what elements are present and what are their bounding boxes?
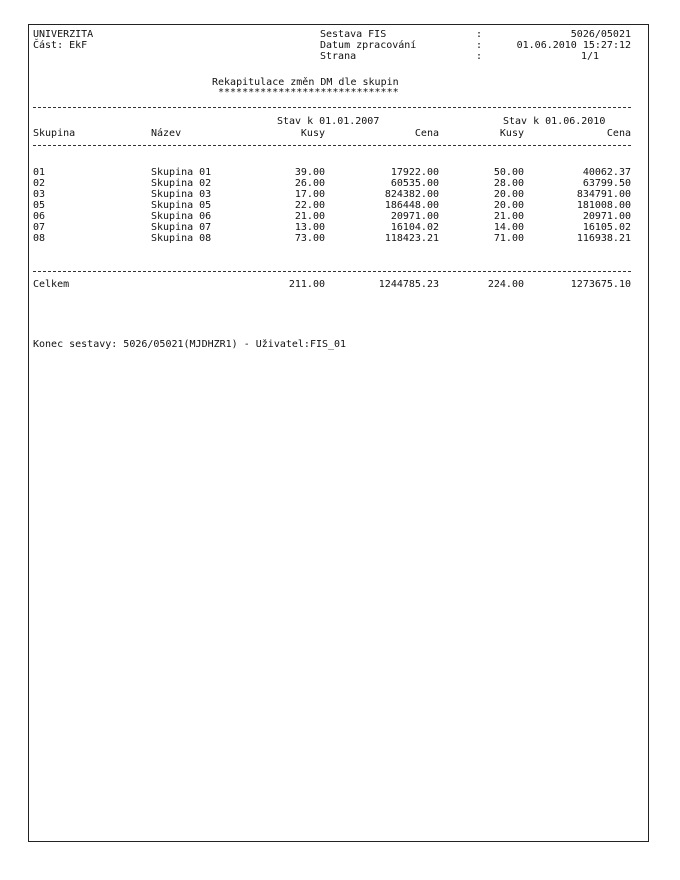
report-label: Sestava FIS: [320, 29, 387, 40]
cell-nazev: Skupina 08: [151, 233, 212, 244]
cell-cena-2010: 181008.00: [576, 200, 631, 211]
cell-kusy-2007: 13.00: [294, 222, 325, 233]
cell-nazev: Skupina 03: [151, 189, 212, 200]
cell-cena-2010: 20971.00: [582, 211, 631, 222]
total-cena-2007: 1244785.23: [378, 279, 439, 290]
cell-skupina: 08: [33, 233, 46, 244]
cell-nazev: Skupina 06: [151, 211, 212, 222]
cell-kusy-2007: 26.00: [294, 178, 325, 189]
total-cena-2010: 1273675.10: [570, 279, 631, 290]
cell-cena-2010: 116938.21: [576, 233, 631, 244]
cell-kusy-2007: 22.00: [294, 200, 325, 211]
cell-skupina: 03: [33, 189, 46, 200]
group-title-2010: Stav k 01.06.2010: [503, 116, 606, 127]
title-underline: ******************************: [218, 87, 399, 98]
cell-kusy-2007: 39.00: [294, 167, 325, 178]
total-rule: [33, 271, 631, 272]
total-label: Celkem: [33, 279, 70, 290]
cell-cena-2010: 63799.50: [582, 178, 631, 189]
cell-cena-2007: 20971.00: [390, 211, 439, 222]
cell-kusy-2010: 14.00: [493, 222, 524, 233]
cell-skupina: 02: [33, 178, 46, 189]
col-kusy-2007: Kusy: [300, 128, 325, 139]
cell-skupina: 07: [33, 222, 46, 233]
group-title-2007: Stav k 01.01.2007: [277, 116, 380, 127]
processing-date: 01.06.2010 15:27:12: [516, 40, 631, 51]
cell-cena-2007: 17922.00: [390, 167, 439, 178]
col-cena-2010: Cena: [606, 128, 631, 139]
cell-skupina: 01: [33, 167, 46, 178]
report-page: [28, 24, 649, 842]
cell-cena-2010: 40062.37: [582, 167, 631, 178]
page-label: Strana: [320, 51, 357, 62]
date-label: Datum zpracování: [320, 40, 417, 51]
cell-cena-2010: 834791.00: [576, 189, 631, 200]
cell-kusy-2007: 73.00: [294, 233, 325, 244]
cell-nazev: Skupina 02: [151, 178, 212, 189]
report-colon: :: [476, 29, 483, 40]
org-part: Část: EkF: [33, 40, 88, 51]
cell-cena-2007: 118423.21: [384, 233, 439, 244]
cell-kusy-2010: 20.00: [493, 200, 524, 211]
cell-kusy-2010: 71.00: [493, 233, 524, 244]
col-kusy-2010: Kusy: [499, 128, 524, 139]
date-colon: :: [476, 40, 483, 51]
cell-nazev: Skupina 01: [151, 167, 212, 178]
cell-cena-2007: 60535.00: [390, 178, 439, 189]
cell-kusy-2007: 17.00: [294, 189, 325, 200]
cell-cena-2007: 824382.00: [384, 189, 439, 200]
report-footer: Konec sestavy: 5026/05021(MJDHZR1) - Uživatel:FIS_01: [33, 339, 347, 350]
report-number: 5026/05021: [570, 29, 631, 40]
col-nazev: Název: [151, 128, 182, 139]
total-kusy-2010: 224.00: [487, 279, 524, 290]
cell-skupina: 06: [33, 211, 46, 222]
cell-kusy-2010: 21.00: [493, 211, 524, 222]
org-name: UNIVERZITA: [33, 29, 94, 40]
cell-cena-2007: 16104.02: [390, 222, 439, 233]
col-cena-2007: Cena: [414, 128, 439, 139]
cell-cena-2007: 186448.00: [384, 200, 439, 211]
cell-nazev: Skupina 07: [151, 222, 212, 233]
page-number: 1/1: [580, 51, 599, 62]
cell-kusy-2010: 50.00: [493, 167, 524, 178]
cell-cena-2010: 16105.02: [582, 222, 631, 233]
cell-kusy-2010: 28.00: [493, 178, 524, 189]
header-rule-bottom: [33, 145, 631, 146]
report-title: Rekapitulace změn DM dle skupin: [212, 77, 399, 88]
col-skupina: Skupina: [33, 128, 76, 139]
total-kusy-2007: 211.00: [288, 279, 325, 290]
cell-nazev: Skupina 05: [151, 200, 212, 211]
cell-kusy-2007: 21.00: [294, 211, 325, 222]
page-colon: :: [476, 51, 483, 62]
header-rule-top: [33, 107, 631, 108]
cell-kusy-2010: 20.00: [493, 189, 524, 200]
cell-skupina: 05: [33, 200, 46, 211]
